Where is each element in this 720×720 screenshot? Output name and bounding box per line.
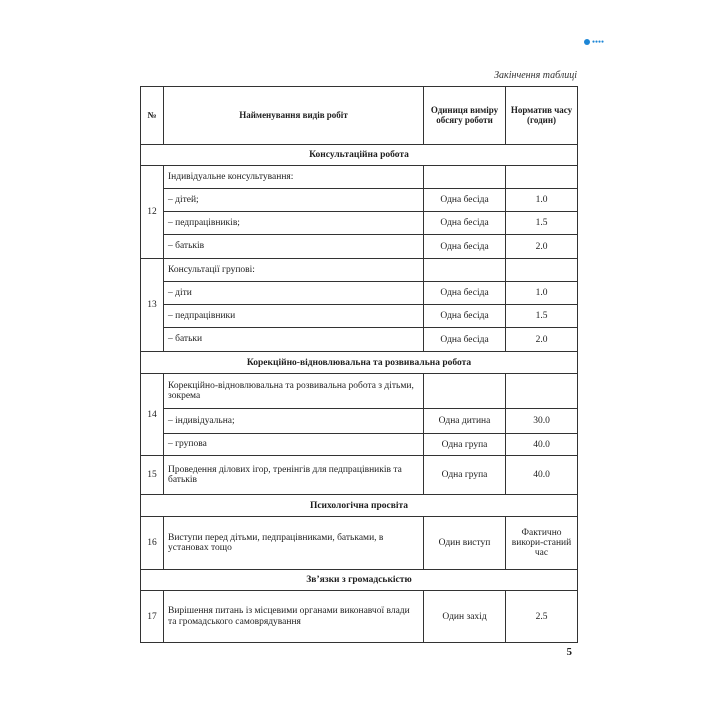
row-item-name: – дітей; — [164, 189, 424, 212]
row-item-name: – індивідуальна; — [164, 409, 424, 434]
row-title: Корекційно-відновлювальна та розвивальна робота з дітьми, зокрема — [164, 374, 424, 409]
row-item-value: 1.0 — [506, 189, 578, 212]
table-row — [141, 166, 578, 189]
table-row — [141, 282, 578, 305]
logo-text: ●●●● — [592, 39, 605, 45]
row-title: Консультації групові: — [164, 259, 424, 282]
row-unit: Один захід — [424, 591, 506, 643]
row-value: Фактично викори-станий час — [506, 517, 578, 570]
empty-cell — [424, 166, 506, 189]
table-header-row — [141, 87, 578, 145]
header-num: № — [141, 87, 164, 145]
row-item-unit: Одна бесіда — [424, 328, 506, 352]
section-row — [141, 495, 578, 517]
header-norm: Норматив часу (годин) — [506, 87, 578, 145]
table-row — [141, 235, 578, 259]
row-number: 14 — [141, 374, 164, 456]
table-row — [141, 409, 578, 434]
page-number: 5 — [566, 646, 572, 658]
row-unit: Одна група — [424, 456, 506, 495]
row-item-unit: Одна дитина — [424, 409, 506, 434]
table-row — [141, 259, 578, 282]
row-value: 2.5 — [506, 591, 578, 643]
row-item-unit: Одна бесіда — [424, 282, 506, 305]
empty-cell — [506, 259, 578, 282]
empty-cell — [506, 166, 578, 189]
table-row — [141, 374, 578, 409]
row-item-value: 2.0 — [506, 235, 578, 259]
row-item-name: – батьків — [164, 235, 424, 259]
row-item-unit: Одна бесіда — [424, 305, 506, 328]
header-unit: Одиниця виміру обсягу роботи — [424, 87, 506, 145]
row-item-name: – батьки — [164, 328, 424, 352]
row-item-value: 1.0 — [506, 282, 578, 305]
row-item-value: 1.5 — [506, 305, 578, 328]
row-item-value: 1.5 — [506, 212, 578, 235]
empty-cell — [424, 259, 506, 282]
row-number: 15 — [141, 456, 164, 495]
row-item-name: – педпрацівників; — [164, 212, 424, 235]
row-unit: Один виступ — [424, 517, 506, 570]
publisher-logo — [584, 37, 604, 47]
section-row — [141, 352, 578, 374]
table-row — [141, 305, 578, 328]
row-name: Виступи перед дітьми, педпрацівниками, батьками, в установах тощо — [164, 517, 424, 570]
row-item-value: 40.0 — [506, 434, 578, 456]
row-number: 12 — [141, 166, 164, 259]
row-value: 40.0 — [506, 456, 578, 495]
logo-circle-icon — [584, 39, 590, 45]
table-row — [141, 456, 578, 495]
header-name: Найменування видів робіт — [164, 87, 424, 145]
section-title: Психологічна просвіта — [141, 495, 578, 517]
empty-cell — [506, 374, 578, 409]
row-item-name: – групова — [164, 434, 424, 456]
table-row — [141, 434, 578, 456]
table-caption: Закінчення таблиці — [494, 70, 577, 81]
row-item-unit: Одна бесіда — [424, 189, 506, 212]
row-title: Індивідуальне консультування: — [164, 166, 424, 189]
section-title: Зв’язки з громадськістю — [141, 570, 578, 591]
row-item-unit: Одна бесіда — [424, 212, 506, 235]
empty-cell — [424, 374, 506, 409]
table-row — [141, 517, 578, 570]
table-row — [141, 212, 578, 235]
row-number: 17 — [141, 591, 164, 643]
row-number: 13 — [141, 259, 164, 352]
row-name: Проведення ділових ігор, тренінгів для педпрацівників та батьків — [164, 456, 424, 495]
table-row — [141, 189, 578, 212]
row-item-value: 30.0 — [506, 409, 578, 434]
section-row — [141, 570, 578, 591]
row-item-unit: Одна бесіда — [424, 235, 506, 259]
section-row — [141, 145, 578, 166]
table-row — [141, 328, 578, 352]
table-row — [141, 591, 578, 643]
section-title: Консультаційна робота — [141, 145, 578, 166]
work-norms-table — [140, 86, 578, 643]
row-name: Вирішення питань із місцевими органами виконавчої влади та громадського самоврядування — [164, 591, 424, 643]
row-number: 16 — [141, 517, 164, 570]
section-title: Корекційно-відновлювальна та розвивальна робота — [141, 352, 578, 374]
row-item-value: 2.0 — [506, 328, 578, 352]
row-item-name: – діти — [164, 282, 424, 305]
row-item-unit: Одна група — [424, 434, 506, 456]
row-item-name: – педпрацівники — [164, 305, 424, 328]
